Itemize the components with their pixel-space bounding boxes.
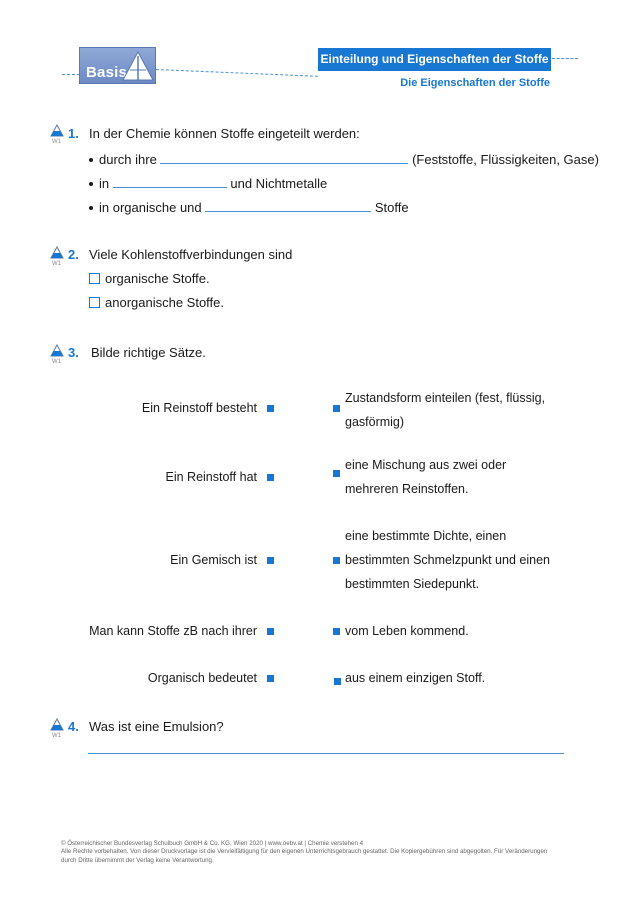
- pyramid-icon: [50, 246, 64, 259]
- header-dash-left: [62, 74, 80, 75]
- footer-responsibility: durch Dritte übernimmt der Verlag keine Verantwortung.: [61, 856, 214, 864]
- task-4-number: 4.: [68, 719, 79, 734]
- task-2-number: 2.: [68, 247, 79, 262]
- match-right-dot-4[interactable]: [333, 628, 340, 635]
- match-left-dot-3[interactable]: [267, 557, 274, 564]
- match-right-1: Zustandsform einteilen (fest, flüssig, gasförmig): [345, 391, 546, 429]
- match-left-dot-1[interactable]: [267, 405, 274, 412]
- match-left-dot-5[interactable]: [267, 675, 274, 682]
- task-4-competence: W1: [52, 733, 61, 739]
- task-2-competence: W1: [52, 261, 61, 267]
- page-subtitle: Die Eigenschaften der Stoffe: [400, 77, 550, 89]
- level-label: Basis: [86, 64, 128, 81]
- task-3-number: 3.: [68, 345, 79, 360]
- level-badge: [79, 47, 156, 84]
- match-right-dot-1[interactable]: [333, 405, 340, 412]
- task-1-intro: In der Chemie können Stoffe eingeteilt werden:: [89, 126, 360, 141]
- task-1-competence: W1: [52, 139, 61, 145]
- task-3-intro: Bilde richtige Sätze.: [91, 345, 206, 360]
- match-left-3: Ein Gemisch ist: [170, 553, 257, 567]
- bullet: [89, 182, 93, 186]
- match-right-dot-5[interactable]: [334, 678, 341, 685]
- bullet: [89, 206, 93, 210]
- fill-in-blank-3[interactable]: [205, 199, 371, 212]
- match-left-1: Ein Reinstoff besteht: [141, 401, 257, 415]
- match-right-dot-2[interactable]: [333, 470, 340, 477]
- task-1-line-2: in und Nichtmetalle: [89, 175, 327, 191]
- match-left-5: Organisch bedeutet: [147, 671, 257, 685]
- task-2-option-1[interactable]: organische Stoffe.: [89, 271, 210, 286]
- header-dash-right: [552, 58, 578, 59]
- fill-in-blank-2[interactable]: [113, 175, 227, 188]
- footer-rights: Alle Rechte vorbehalten. Von dieser Druckvorlage ist die Vervielfältigung für den eigenen Unterrichtsgebrauch gestattet. Die Kopiergebühren sind abgegolten. Für Veränderungen: [61, 848, 548, 856]
- checkbox[interactable]: [89, 297, 100, 308]
- header-dash-middle: [156, 69, 318, 77]
- pyramid-icon: [50, 344, 64, 357]
- footer: [61, 840, 547, 865]
- task-4-intro: Was ist eine Emulsion?: [89, 719, 224, 734]
- task-1-line-1: durch ihre (Feststoffe, Flüssigkeiten, Gase): [89, 151, 599, 167]
- task-2-intro: Viele Kohlenstoffverbindungen sind: [89, 247, 293, 262]
- pyramid-icon: [122, 51, 154, 81]
- match-right-3: eine bestimmte Dichte, einen bestimmten Schmelzpunkt und einen bestimmten Siedepunkt.: [345, 529, 550, 591]
- pyramid-icon: [50, 718, 64, 731]
- chapter-title: Einteilung und Eigenschaften der Stoffe: [318, 48, 551, 71]
- fill-in-blank-1[interactable]: [160, 151, 408, 164]
- checkbox[interactable]: [89, 273, 100, 284]
- match-right-5: aus einem einzigen Stoff.: [345, 671, 486, 685]
- answer-line[interactable]: [88, 753, 564, 754]
- match-left-dot-2[interactable]: [267, 474, 274, 481]
- task-3-competence: W1: [52, 359, 61, 365]
- match-right-dot-3[interactable]: [333, 557, 340, 564]
- match-left-2: Ein Reinstoff hat: [165, 470, 257, 484]
- task-1-number: 1.: [68, 126, 79, 141]
- bullet: [89, 158, 93, 162]
- footer-copyright: © Österreichischer Bundesverlag Schulbuch GmbH & Co. KG, Wien 2020 | www.oebv.at | Chemie verstehen 4: [61, 840, 364, 847]
- match-right-2: eine Mischung aus zwei oder mehreren Reinstoffen.: [345, 458, 507, 496]
- pyramid-icon: [50, 124, 64, 137]
- match-left-dot-4[interactable]: [267, 628, 274, 635]
- match-right-4: vom Leben kommend.: [345, 624, 469, 638]
- task-1-line-3: in organische und Stoffe: [89, 199, 409, 215]
- task-2-option-2[interactable]: anorganische Stoffe.: [89, 295, 224, 310]
- match-left-4: Man kann Stoffe zB nach ihrer: [89, 624, 257, 638]
